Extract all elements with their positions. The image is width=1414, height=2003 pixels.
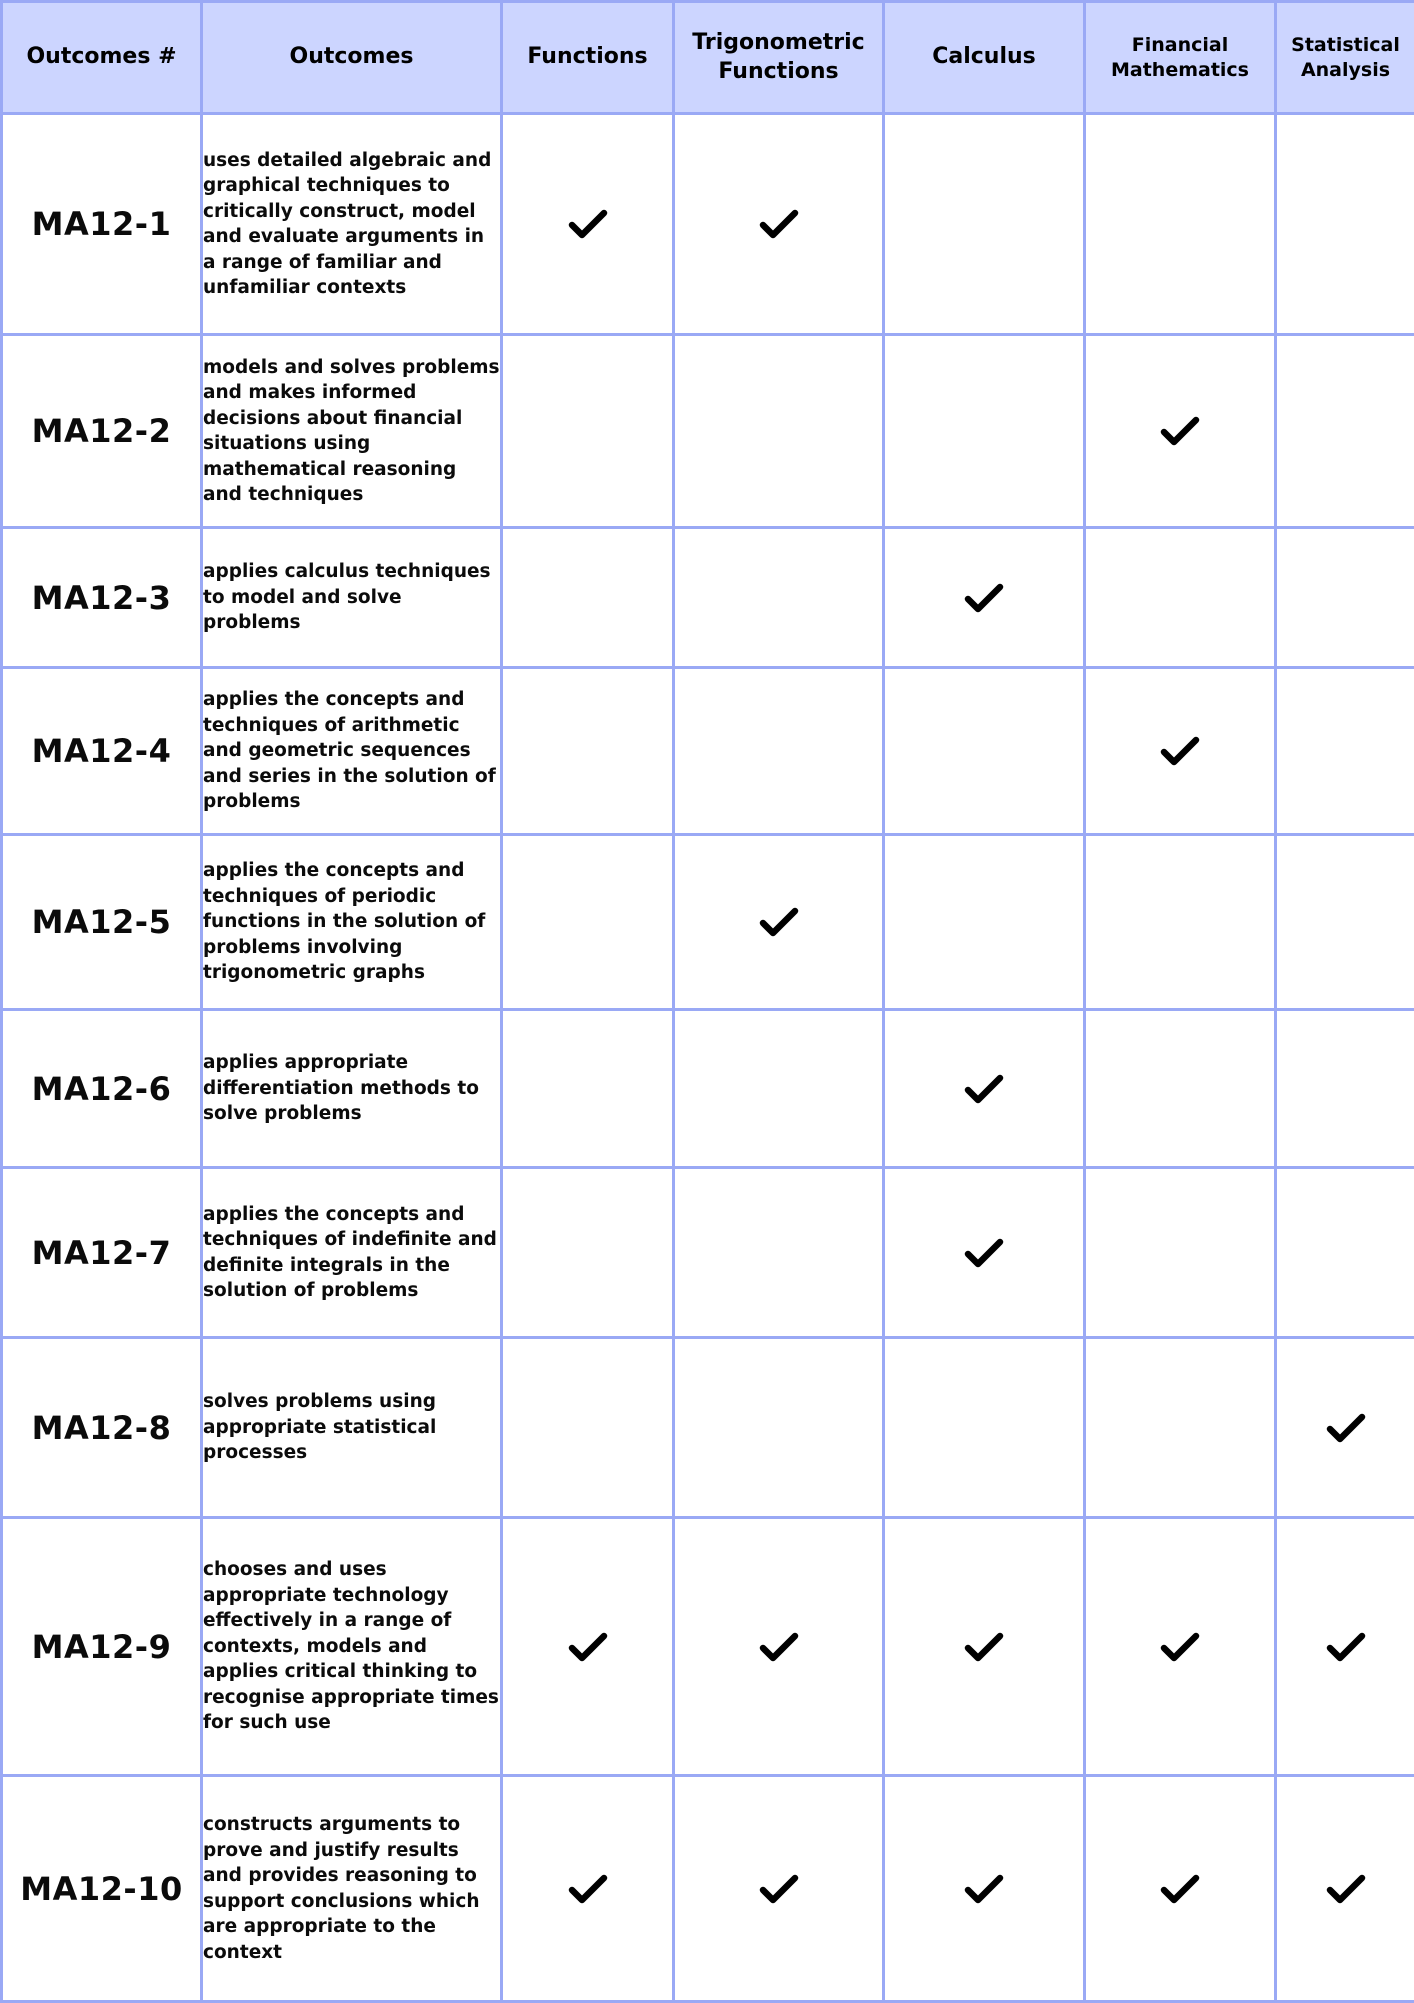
cell-functions bbox=[502, 528, 674, 668]
cell-statistical-analysis bbox=[1276, 1168, 1414, 1338]
cell-functions bbox=[502, 668, 674, 835]
cell-calculus bbox=[884, 1518, 1085, 1776]
cell-calculus bbox=[884, 335, 1085, 528]
outcome-description: chooses and uses appropriate technology effectively in a range of contexts, models and applies critical thinking to recognise appropriate times for such use bbox=[202, 1518, 502, 1776]
checkmark-icon bbox=[568, 1873, 608, 1905]
cell-functions bbox=[502, 1168, 674, 1338]
cell-calculus bbox=[884, 835, 1085, 1010]
cell-statistical-analysis bbox=[1276, 528, 1414, 668]
outcome-code: MA12-2 bbox=[2, 335, 202, 528]
outcome-code: MA12-3 bbox=[2, 528, 202, 668]
cell-calculus bbox=[884, 1168, 1085, 1338]
cell-financial-mathematics bbox=[1085, 835, 1276, 1010]
header-statistical-analysis: Statistical Analysis bbox=[1276, 2, 1414, 114]
cell-functions bbox=[502, 1010, 674, 1168]
checkmark-icon bbox=[1326, 1873, 1366, 1905]
checkmark-icon bbox=[964, 1237, 1004, 1269]
outcome-description: applies the concepts and techniques of periodic functions in the solution of problems involving trigonometric graphs bbox=[202, 835, 502, 1010]
table-row bbox=[2, 1776, 1414, 2002]
table-row bbox=[2, 1338, 1414, 1518]
table-row bbox=[2, 1010, 1414, 1168]
outcome-description: applies the concepts and techniques of indefinite and definite integrals in the solution of problems bbox=[202, 1168, 502, 1338]
checkmark-icon bbox=[759, 906, 799, 938]
cell-financial-mathematics bbox=[1085, 528, 1276, 668]
outcome-description: solves problems using appropriate statistical processes bbox=[202, 1338, 502, 1518]
cell-trigonometric-functions bbox=[674, 335, 884, 528]
header-calculus: Calculus bbox=[884, 2, 1085, 114]
cell-trigonometric-functions bbox=[674, 1776, 884, 2002]
cell-statistical-analysis bbox=[1276, 1338, 1414, 1518]
checkmark-icon bbox=[759, 1873, 799, 1905]
table-row bbox=[2, 114, 1414, 335]
cell-trigonometric-functions bbox=[674, 1338, 884, 1518]
cell-financial-mathematics bbox=[1085, 1518, 1276, 1776]
cell-statistical-analysis bbox=[1276, 668, 1414, 835]
outcome-description: constructs arguments to prove and justify results and provides reasoning to support conclusions which are appropriate to the context bbox=[202, 1776, 502, 2002]
cell-functions bbox=[502, 1518, 674, 1776]
cell-financial-mathematics bbox=[1085, 335, 1276, 528]
cell-financial-mathematics bbox=[1085, 1338, 1276, 1518]
table-row bbox=[2, 668, 1414, 835]
header-outcomes: Outcomes bbox=[202, 2, 502, 114]
table-body bbox=[2, 114, 1414, 2002]
cell-calculus bbox=[884, 1776, 1085, 2002]
outcome-description: models and solves problems and makes informed decisions about financial situations using mathematical reasoning and techniques bbox=[202, 335, 502, 528]
cell-functions bbox=[502, 1338, 674, 1518]
cell-financial-mathematics bbox=[1085, 1168, 1276, 1338]
header-outcome-code: Outcomes # bbox=[2, 2, 202, 114]
cell-statistical-analysis bbox=[1276, 1010, 1414, 1168]
cell-statistical-analysis bbox=[1276, 335, 1414, 528]
cell-financial-mathematics bbox=[1085, 1776, 1276, 2002]
checkmark-icon bbox=[1160, 735, 1200, 767]
cell-statistical-analysis bbox=[1276, 1776, 1414, 2002]
checkmark-icon bbox=[759, 208, 799, 240]
cell-statistical-analysis bbox=[1276, 835, 1414, 1010]
checkmark-icon bbox=[964, 1631, 1004, 1663]
checkmark-icon bbox=[568, 208, 608, 240]
outcome-code: MA12-5 bbox=[2, 835, 202, 1010]
checkmark-icon bbox=[1326, 1631, 1366, 1663]
checkmark-icon bbox=[964, 582, 1004, 614]
cell-functions bbox=[502, 335, 674, 528]
checkmark-icon bbox=[964, 1873, 1004, 1905]
outcome-description: applies calculus techniques to model and solve problems bbox=[202, 528, 502, 668]
table-row bbox=[2, 1518, 1414, 1776]
cell-calculus bbox=[884, 1010, 1085, 1168]
table-row bbox=[2, 335, 1414, 528]
outcome-code: MA12-4 bbox=[2, 668, 202, 835]
outcome-code: MA12-9 bbox=[2, 1518, 202, 1776]
checkmark-icon bbox=[1160, 415, 1200, 447]
header-functions: Functions bbox=[502, 2, 674, 114]
outcome-code: MA12-6 bbox=[2, 1010, 202, 1168]
outcome-code: MA12-8 bbox=[2, 1338, 202, 1518]
cell-calculus bbox=[884, 528, 1085, 668]
cell-trigonometric-functions bbox=[674, 668, 884, 835]
outcome-code: MA12-7 bbox=[2, 1168, 202, 1338]
table-row bbox=[2, 528, 1414, 668]
cell-statistical-analysis bbox=[1276, 114, 1414, 335]
cell-trigonometric-functions bbox=[674, 1010, 884, 1168]
table-row bbox=[2, 835, 1414, 1010]
outcome-code: MA12-10 bbox=[2, 1776, 202, 2002]
cell-trigonometric-functions bbox=[674, 1518, 884, 1776]
outcome-description: uses detailed algebraic and graphical techniques to critically construct, model and evaluate arguments in a range of familiar and unfamiliar contexts bbox=[202, 114, 502, 335]
cell-trigonometric-functions bbox=[674, 114, 884, 335]
outcome-description: applies the concepts and techniques of arithmetic and geometric sequences and series in the solution of problems bbox=[202, 668, 502, 835]
cell-financial-mathematics bbox=[1085, 114, 1276, 335]
cell-trigonometric-functions bbox=[674, 1168, 884, 1338]
cell-financial-mathematics bbox=[1085, 668, 1276, 835]
cell-functions bbox=[502, 1776, 674, 2002]
cell-calculus bbox=[884, 1338, 1085, 1518]
cell-trigonometric-functions bbox=[674, 835, 884, 1010]
checkmark-icon bbox=[1160, 1873, 1200, 1905]
checkmark-icon bbox=[759, 1631, 799, 1663]
cell-calculus bbox=[884, 668, 1085, 835]
outcome-description: applies appropriate differentiation methods to solve problems bbox=[202, 1010, 502, 1168]
cell-calculus bbox=[884, 114, 1085, 335]
header-financial-mathematics: Financial Mathematics bbox=[1085, 2, 1276, 114]
cell-financial-mathematics bbox=[1085, 1010, 1276, 1168]
cell-functions bbox=[502, 835, 674, 1010]
cell-trigonometric-functions bbox=[674, 528, 884, 668]
header-row bbox=[2, 2, 1414, 114]
header-trigonometric-functions: Trigonometric Functions bbox=[674, 2, 884, 114]
checkmark-icon bbox=[568, 1631, 608, 1663]
table-row bbox=[2, 1168, 1414, 1338]
cell-statistical-analysis bbox=[1276, 1518, 1414, 1776]
checkmark-icon bbox=[964, 1073, 1004, 1105]
checkmark-icon bbox=[1160, 1631, 1200, 1663]
checkmark-icon bbox=[1326, 1412, 1366, 1444]
cell-functions bbox=[502, 114, 674, 335]
outcome-code: MA12-1 bbox=[2, 114, 202, 335]
